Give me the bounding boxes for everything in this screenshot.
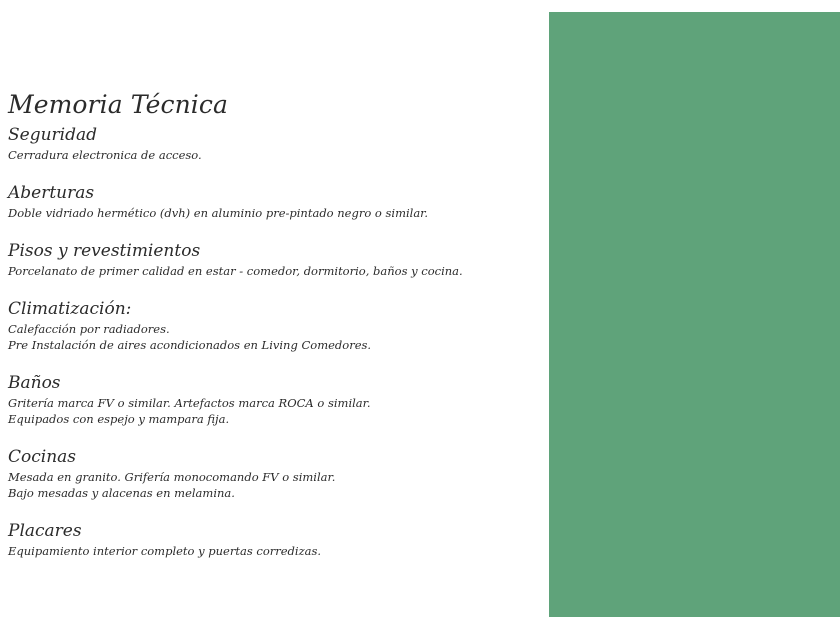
section-heading: Pisos y revestimientos: [8, 241, 201, 261]
section-text: Bajo mesadas y alacenas en melamina.: [8, 486, 235, 500]
section-aberturas: [8, 181, 538, 221]
section-heading: Cocinas: [8, 447, 77, 467]
green-color-panel: [549, 12, 840, 617]
section-text: Mesada en granito. Grifería monocomando FV o similar.: [8, 470, 336, 484]
section-pisos: [8, 239, 538, 279]
technical-memo-content: [8, 88, 538, 559]
section-text: Equipados con espejo y mampara fija.: [8, 412, 230, 426]
section-heading: Climatización:: [8, 299, 132, 319]
section-cocinas: [8, 445, 538, 501]
section-text: Cerradura electronica de acceso.: [8, 148, 202, 162]
section-text: Pre Instalación de aires acondicionados en Living Comedores.: [8, 338, 372, 352]
section-text: Porcelanato de primer calidad en estar - comedor, dormitorio, baños y cocina.: [8, 264, 463, 278]
section-banos: [8, 371, 538, 427]
section-text: Calefacción por radiadores.: [8, 322, 170, 336]
section-text: Equipamiento interior completo y puertas corredizas.: [8, 544, 322, 558]
section-heading: Aberturas: [8, 183, 95, 203]
section-text: Doble vidriado hermético (dvh) en aluminio pre-pintado negro o similar.: [8, 206, 429, 220]
section-placares: [8, 519, 538, 559]
section-heading: Placares: [8, 521, 82, 541]
section-heading: Seguridad: [8, 125, 98, 145]
section-seguridad: [8, 123, 538, 163]
page-title: Memoria Técnica: [8, 90, 228, 119]
section-climatizacion: [8, 297, 538, 353]
section-heading: Baños: [8, 373, 61, 393]
section-text: Gritería marca FV o similar. Artefactos marca ROCA o similar.: [8, 396, 371, 410]
